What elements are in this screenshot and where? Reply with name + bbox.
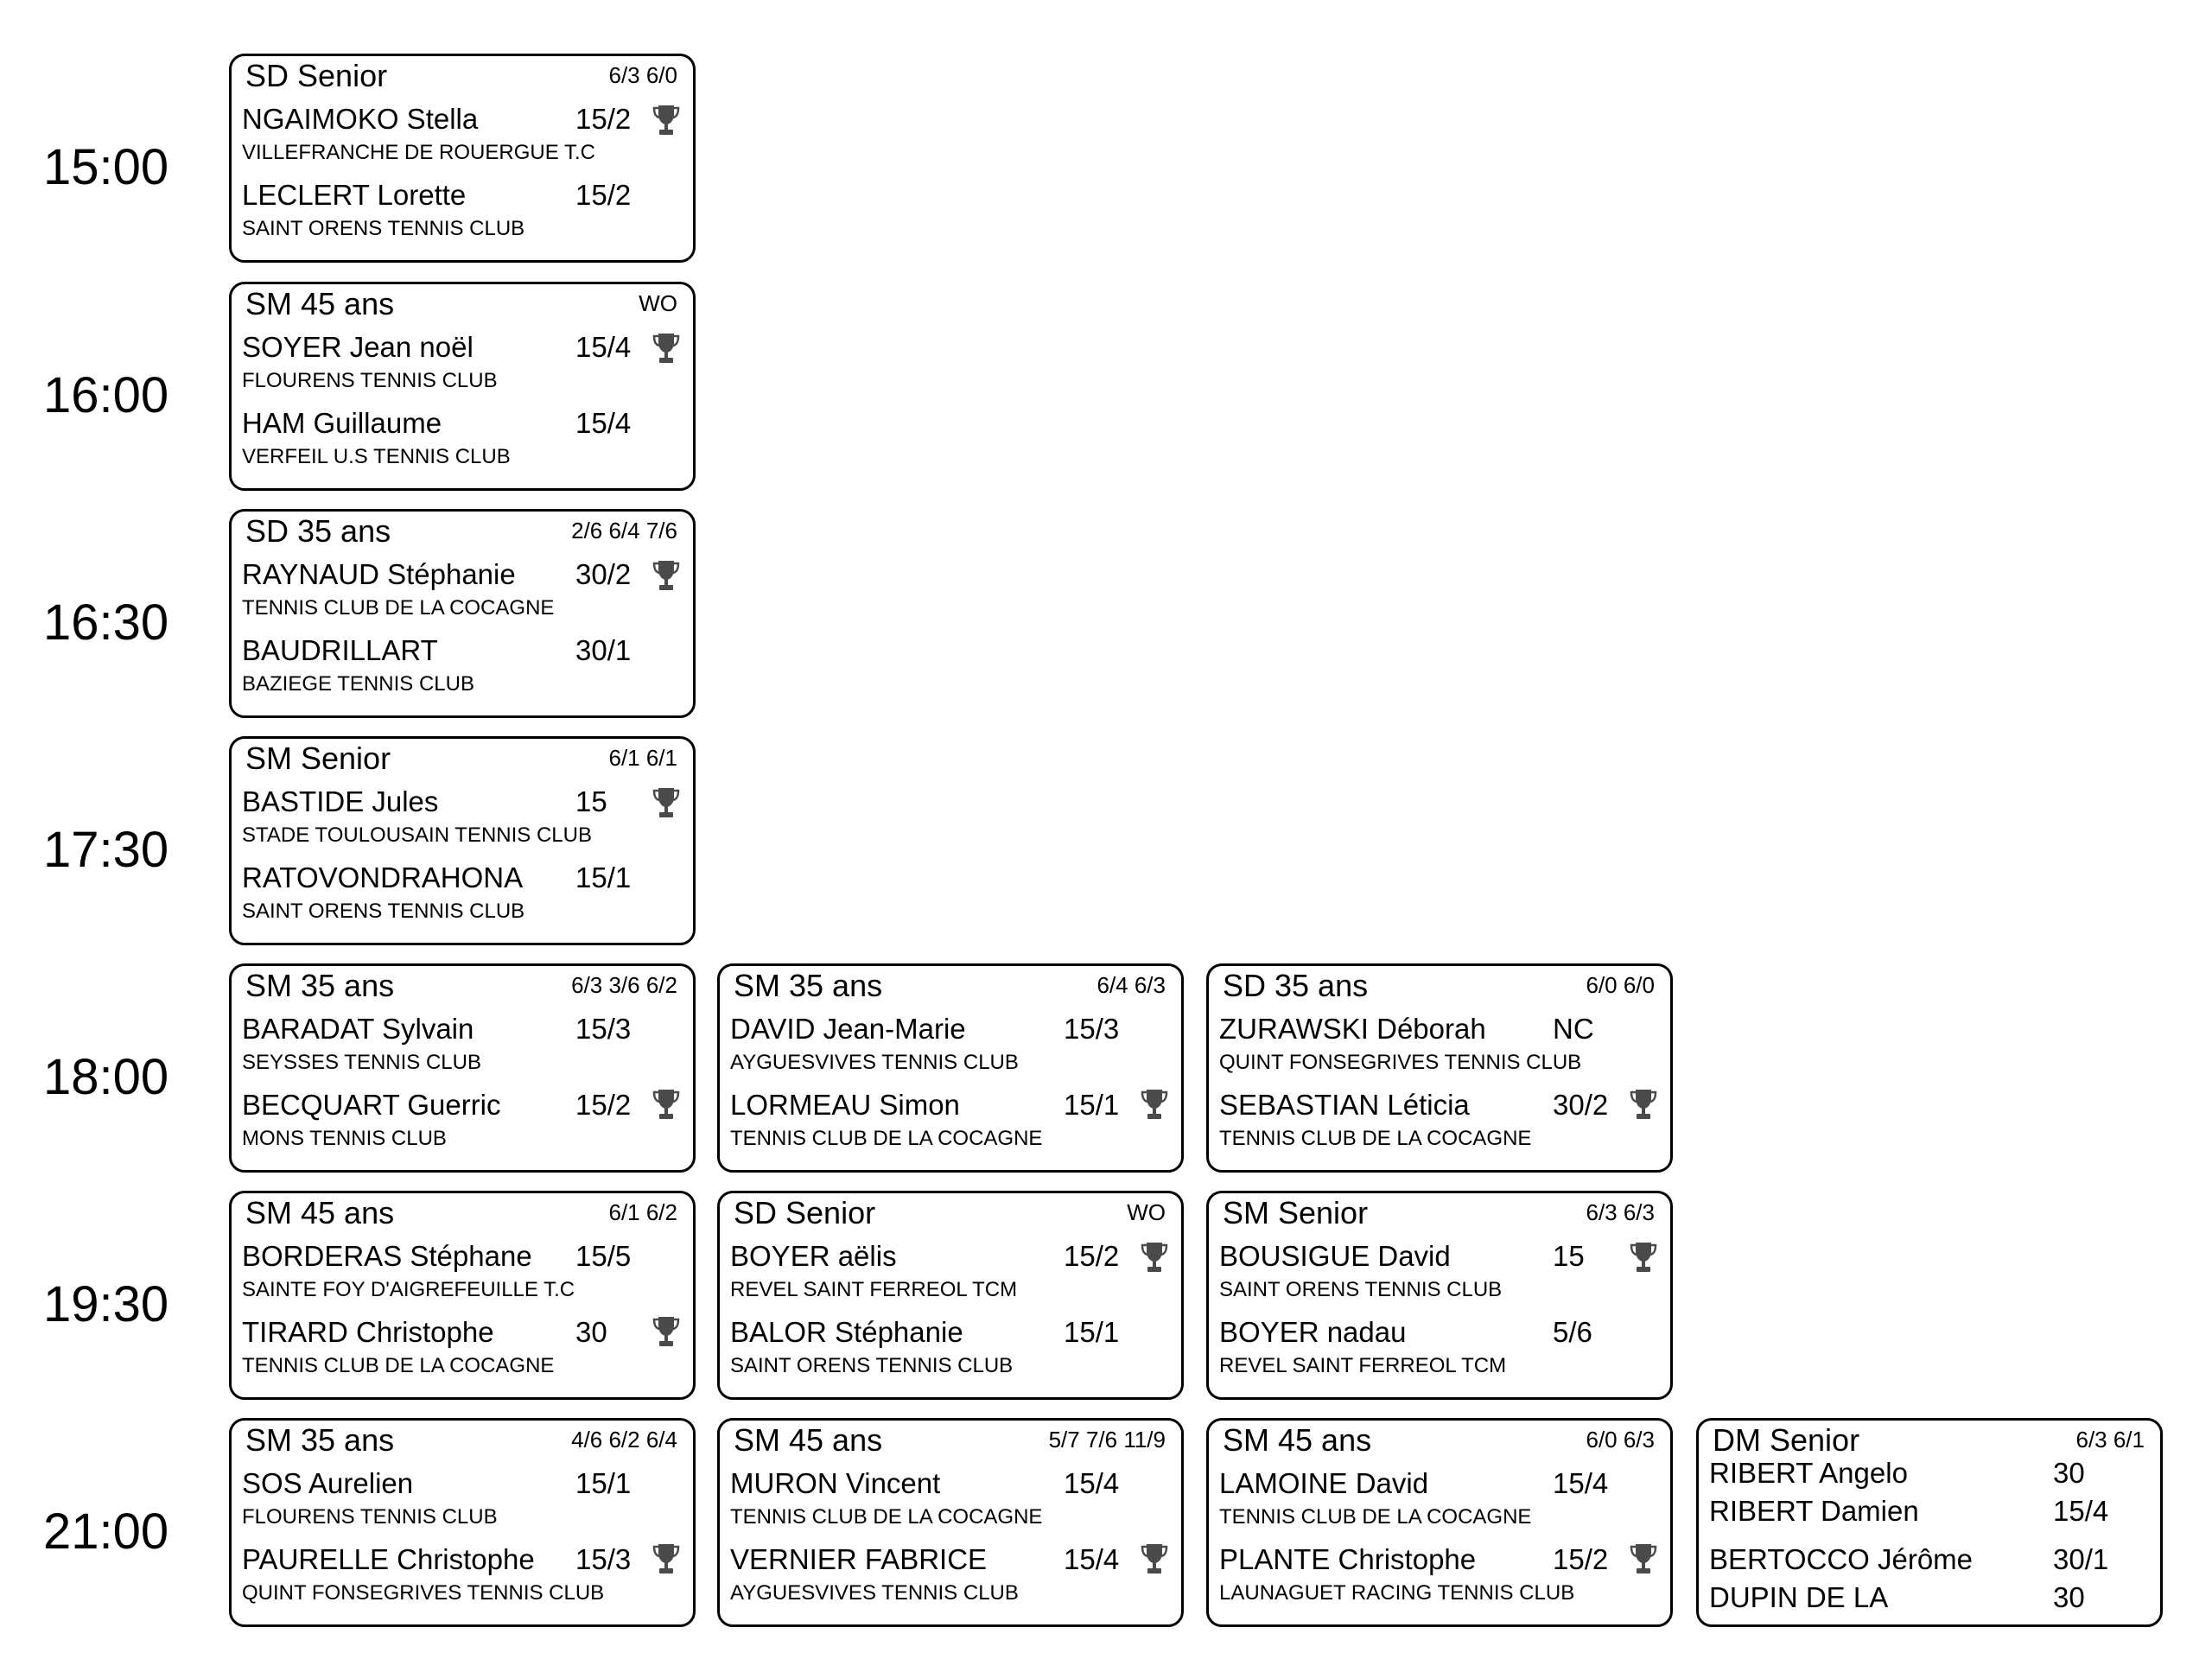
match-card[interactable] [229, 1418, 696, 1627]
player-name: SEBASTIAN Léticia [1219, 1089, 1470, 1121]
match-card[interactable] [1206, 963, 1673, 1173]
player-club: QUINT FONSEGRIVES TENNIS CLUB [1219, 1051, 1582, 1074]
player-rank: 15/3 [1064, 1013, 1120, 1045]
player-rank: NC [1553, 1013, 1594, 1045]
player-club: SAINT ORENS TENNIS CLUB [242, 217, 525, 240]
trophy-icon [652, 103, 681, 137]
trophy-icon [652, 785, 681, 820]
player-club: SAINT ORENS TENNIS CLUB [730, 1354, 1014, 1377]
player-club: REVEL SAINT FERREOL TCM [730, 1278, 1018, 1301]
player-rank: 15/3 [575, 1013, 632, 1045]
player-name: BECQUART Guerric [242, 1089, 501, 1121]
match-score: 6/3 3/6 6/2 [571, 972, 677, 998]
time-label: 19:30 [43, 1276, 169, 1332]
player-club: AYGUESVIVES TENNIS CLUB [730, 1051, 1019, 1074]
player-name: DAVID Jean-Marie [730, 1013, 966, 1045]
player-name: NGAIMOKO Stella [242, 103, 479, 135]
player-club: TENNIS CLUB DE LA COCAGNE [242, 596, 555, 620]
player-rank: 30/2 [1553, 1089, 1609, 1121]
match-score: 4/6 6/2 6/4 [571, 1427, 677, 1453]
player-rank: 15/5 [575, 1240, 632, 1272]
trophy-icon [1140, 1542, 1169, 1576]
match-score: 6/3 6/0 [608, 62, 677, 88]
match-category: SM 45 ans [734, 1422, 883, 1458]
player-club: SAINT ORENS TENNIS CLUB [1219, 1278, 1503, 1301]
player-name: BERTOCCO Jérôme [1709, 1543, 1974, 1575]
trophy-icon [1629, 1542, 1658, 1576]
match-score: 6/3 6/1 [2075, 1427, 2145, 1453]
match-category: SM Senior [245, 741, 391, 776]
player-name: SOYER Jean noël [242, 331, 474, 363]
player-rank: 15/1 [1064, 1316, 1120, 1348]
player-club: VERFEIL U.S TENNIS CLUB [242, 445, 511, 468]
player-rank: 30/1 [2053, 1543, 2109, 1575]
player-rank: 15/2 [575, 1089, 632, 1121]
match-card[interactable] [229, 509, 696, 718]
match-category: SM 35 ans [734, 968, 883, 1003]
player-club: SAINTE FOY D'AIGREFEUILLE T.C [242, 1278, 575, 1301]
player-name: RIBERT Angelo [1709, 1457, 1908, 1489]
player-name: VERNIER FABRICE [730, 1543, 988, 1575]
match-card[interactable] [229, 963, 696, 1173]
match-card[interactable] [717, 1418, 1184, 1627]
player-rank: 15/1 [575, 1467, 632, 1499]
player-rank: 15/2 [1553, 1543, 1609, 1575]
player-rank: 30 [2053, 1581, 2085, 1613]
time-label: 18:00 [43, 1049, 169, 1105]
player-club: TENNIS CLUB DE LA COCAGNE [1219, 1127, 1532, 1150]
player-club: TENNIS CLUB DE LA COCAGNE [730, 1127, 1043, 1150]
match-category: DM Senior [1713, 1422, 1860, 1458]
player-rank: 30/2 [575, 558, 632, 590]
match-score: 6/1 6/2 [608, 1199, 677, 1225]
match-category: SM 45 ans [1223, 1422, 1372, 1458]
player-name: LAMOINE David [1219, 1467, 1429, 1499]
match-card[interactable] [229, 1191, 696, 1400]
trophy-icon [1629, 1240, 1658, 1275]
match-category: SD 35 ans [1223, 968, 1369, 1003]
player-name: RIBERT Damien [1709, 1495, 1919, 1527]
time-label: 21:00 [43, 1504, 169, 1560]
player-name: BORDERAS Stéphane [242, 1240, 532, 1272]
player-name: DUPIN DE LA [1709, 1581, 1889, 1613]
time-label: 16:00 [43, 367, 169, 423]
player-name: SOS Aurelien [242, 1467, 414, 1499]
player-club: FLOURENS TENNIS CLUB [242, 369, 498, 392]
match-card[interactable] [229, 54, 696, 263]
player-rank: 15/1 [1064, 1089, 1120, 1121]
match-card[interactable] [229, 282, 696, 491]
player-rank: 15/4 [1553, 1467, 1609, 1499]
match-card[interactable] [229, 736, 696, 945]
player-rank: 5/6 [1553, 1316, 1592, 1348]
player-name: PLANTE Christophe [1219, 1543, 1477, 1575]
player-name: PAURELLE Christophe [242, 1543, 535, 1575]
match-card[interactable] [1206, 1418, 1673, 1627]
player-club: TENNIS CLUB DE LA COCAGNE [730, 1505, 1043, 1529]
trophy-icon [652, 1542, 681, 1576]
match-category: SM 45 ans [245, 286, 395, 321]
trophy-icon [1629, 1087, 1658, 1122]
match-category: SM 35 ans [245, 968, 395, 1003]
player-club: SEYSSES TENNIS CLUB [242, 1051, 481, 1074]
player-rank: 15/4 [1064, 1543, 1120, 1575]
match-category: SM 35 ans [245, 1422, 395, 1458]
player-rank: 15/2 [575, 103, 632, 135]
player-name: BOYER nadau [1219, 1316, 1407, 1348]
player-rank: 15/2 [1064, 1240, 1120, 1272]
time-label: 17:30 [43, 822, 169, 878]
match-category: SM Senior [1223, 1195, 1369, 1230]
player-club: STADE TOULOUSAIN TENNIS CLUB [242, 823, 592, 847]
trophy-icon [652, 1314, 681, 1349]
match-category: SD 35 ans [245, 513, 391, 549]
player-rank: 15/1 [575, 861, 632, 893]
match-score: 6/0 6/0 [1586, 972, 1655, 998]
player-rank: 15 [1553, 1240, 1585, 1272]
match-card[interactable] [1696, 1418, 2163, 1627]
player-rank: 30/1 [575, 634, 632, 666]
trophy-icon [652, 1087, 681, 1122]
match-score: WO [1127, 1199, 1166, 1225]
match-score: WO [639, 290, 677, 316]
player-club: VILLEFRANCHE DE ROUERGUE T.C [242, 141, 595, 164]
match-category: SD Senior [245, 58, 388, 93]
player-name: BALOR Stéphanie [730, 1316, 963, 1348]
player-rank: 15/4 [575, 407, 632, 439]
player-rank: 15/4 [1064, 1467, 1120, 1499]
player-club: LAUNAGUET RACING TENNIS CLUB [1219, 1581, 1575, 1605]
player-name: ZURAWSKI Déborah [1219, 1013, 1486, 1045]
player-club: FLOURENS TENNIS CLUB [242, 1505, 498, 1529]
player-club: AYGUESVIVES TENNIS CLUB [730, 1581, 1019, 1605]
match-score: 6/4 6/3 [1096, 972, 1166, 998]
player-name: MURON Vincent [730, 1467, 941, 1499]
player-name: LECLERT Lorette [242, 179, 467, 211]
player-rank: 15/4 [2053, 1495, 2109, 1527]
match-card[interactable] [717, 1191, 1184, 1400]
player-rank: 30 [2053, 1457, 2085, 1489]
player-club: TENNIS CLUB DE LA COCAGNE [1219, 1505, 1532, 1529]
match-card[interactable] [717, 963, 1184, 1173]
player-name: RATOVONDRAHONA [242, 861, 524, 893]
player-rank: 15/4 [575, 331, 632, 363]
time-label: 16:30 [43, 594, 169, 651]
player-name: BOYER aëlis [730, 1240, 897, 1272]
match-score: 6/1 6/1 [608, 745, 677, 771]
player-rank: 15/2 [575, 179, 632, 211]
match-card[interactable] [1206, 1191, 1673, 1400]
player-name: TIRARD Christophe [242, 1316, 494, 1348]
match-score: 5/7 7/6 11/9 [1048, 1427, 1166, 1453]
player-name: BARADAT Sylvain [242, 1013, 474, 1045]
player-rank: 30 [575, 1316, 607, 1348]
player-club: REVEL SAINT FERREOL TCM [1219, 1354, 1507, 1377]
player-name: BAUDRILLART [242, 634, 438, 666]
player-club: TENNIS CLUB DE LA COCAGNE [242, 1354, 555, 1377]
player-club: SAINT ORENS TENNIS CLUB [242, 900, 525, 923]
match-category: SD Senior [734, 1195, 876, 1230]
time-label: 15:00 [43, 139, 169, 195]
player-club: QUINT FONSEGRIVES TENNIS CLUB [242, 1581, 605, 1605]
match-category: SM 45 ans [245, 1195, 395, 1230]
player-name: BASTIDE Jules [242, 785, 439, 817]
player-name: HAM Guillaume [242, 407, 442, 439]
match-score: 6/0 6/3 [1586, 1427, 1655, 1453]
player-name: LORMEAU Simon [730, 1089, 960, 1121]
player-rank: 15 [575, 785, 607, 817]
player-name: RAYNAUD Stéphanie [242, 558, 516, 590]
match-score: 2/6 6/4 7/6 [571, 518, 677, 544]
player-club: BAZIEGE TENNIS CLUB [242, 672, 474, 696]
player-name: BOUSIGUE David [1219, 1240, 1451, 1272]
trophy-icon [652, 331, 681, 366]
trophy-icon [652, 558, 681, 593]
trophy-icon [1140, 1240, 1169, 1275]
player-rank: 15/3 [575, 1543, 632, 1575]
player-club: MONS TENNIS CLUB [242, 1127, 447, 1150]
trophy-icon [1140, 1087, 1169, 1122]
match-score: 6/3 6/3 [1586, 1199, 1655, 1225]
